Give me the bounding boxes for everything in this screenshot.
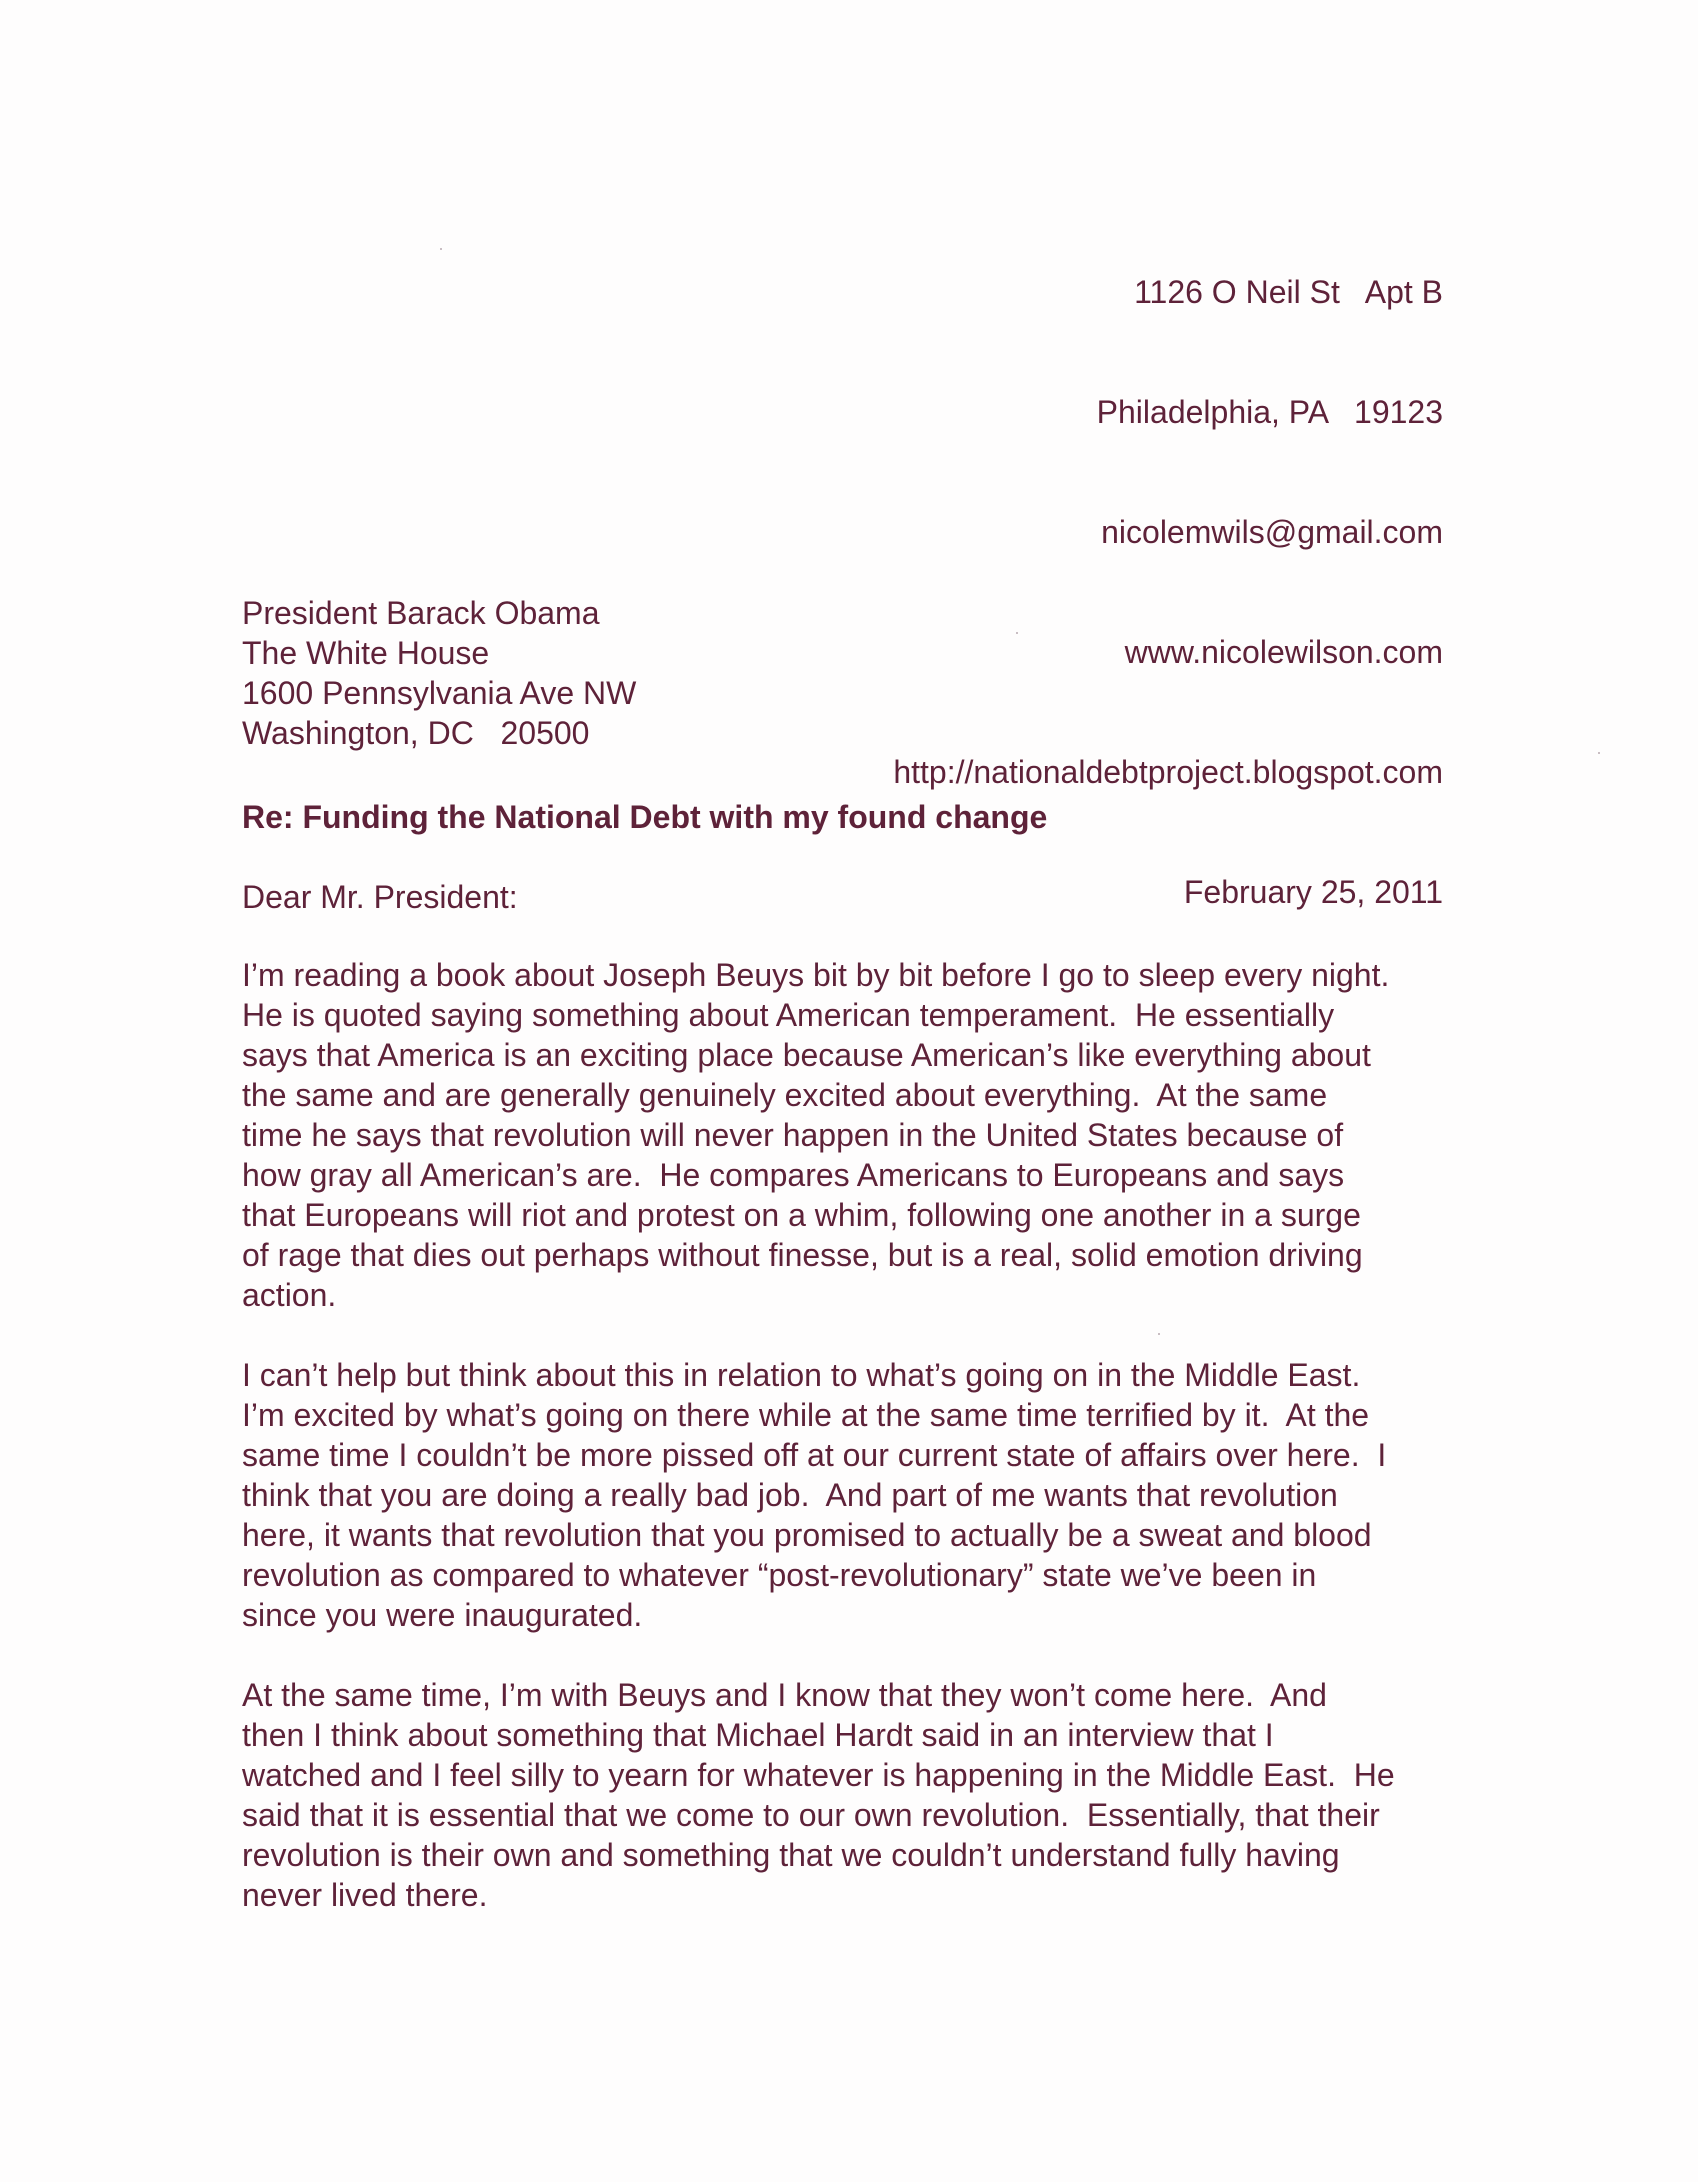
paragraph-line: He is quoted saying something about American temperament. He essentially xyxy=(242,997,1335,1033)
paragraph-line: then I think about something that Michael Hardt said in an interview that I xyxy=(242,1717,1274,1753)
paragraph-line: since you were inaugurated. xyxy=(242,1597,643,1633)
sender-email: nicolemwils@gmail.com xyxy=(1101,514,1443,550)
sender-blog: http://nationaldebtproject.blogspot.com xyxy=(893,754,1443,790)
paragraph-line: I’m reading a book about Joseph Beuys bit by bit before I go to sleep every night. xyxy=(242,957,1390,993)
recipient-organization: The White House xyxy=(242,635,490,671)
scan-speck xyxy=(440,248,442,250)
paragraph-line: never lived there. xyxy=(242,1877,488,1913)
body-paragraph-2 xyxy=(242,1355,1386,1635)
sender-address-block xyxy=(893,192,1443,992)
paragraph-line: says that America is an exciting place because American’s like everything about xyxy=(242,1037,1371,1073)
recipient-city-state-zip: Washington, DC 20500 xyxy=(242,715,590,751)
scan-speck xyxy=(1016,632,1018,634)
body-paragraph-3 xyxy=(242,1675,1395,1915)
paragraph-line: said that it is essential that we come to our own revolution. Essentially, that their xyxy=(242,1797,1380,1833)
sender-city-state-zip: Philadelphia, PA 19123 xyxy=(1096,394,1443,430)
paragraph-line: that Europeans will riot and protest on a whim, following one another in a surge xyxy=(242,1197,1361,1233)
paragraph-line: think that you are doing a really bad job. And part of me wants that revolution xyxy=(242,1477,1338,1513)
paragraph-line: the same and are generally genuinely excited about everything. At the same xyxy=(242,1077,1328,1113)
paragraph-line: same time I couldn’t be more pissed off at our current state of affairs over here. I xyxy=(242,1437,1387,1473)
sender-website: www.nicolewilson.com xyxy=(1124,634,1443,670)
paragraph-line: revolution is their own and something that we couldn’t understand fully having xyxy=(242,1837,1340,1873)
recipient-address-block xyxy=(242,593,636,753)
paragraph-line: At the same time, I’m with Beuys and I know that they won’t come here. And xyxy=(242,1677,1327,1713)
paragraph-line: how gray all American’s are. He compares Americans to Europeans and says xyxy=(242,1157,1345,1193)
subject-line: Re: Funding the National Debt with my found change xyxy=(242,799,1048,835)
salutation: Dear Mr. President: xyxy=(242,879,518,915)
paragraph-line: I can’t help but think about this in relation to what’s going on in the Middle East. xyxy=(242,1357,1361,1393)
sender-street: 1126 O Neil St Apt B xyxy=(1134,274,1443,310)
letter-date: February 25, 2011 xyxy=(1183,874,1443,910)
paragraph-line: action. xyxy=(242,1277,337,1313)
recipient-name: President Barack Obama xyxy=(242,595,600,631)
scan-speck xyxy=(1598,752,1600,754)
paragraph-line: I’m excited by what’s going on there while at the same time terrified by it. At the xyxy=(242,1397,1370,1433)
paragraph-line: revolution as compared to whatever “post-revolutionary” state we’ve been in xyxy=(242,1557,1317,1593)
paragraph-line: of rage that dies out perhaps without finesse, but is a real, solid emotion driving xyxy=(242,1237,1363,1273)
body-paragraph-1 xyxy=(242,955,1389,1315)
recipient-street: 1600 Pennsylvania Ave NW xyxy=(242,675,637,711)
scan-speck xyxy=(1158,1333,1160,1335)
paragraph-line: watched and I feel silly to yearn for whatever is happening in the Middle East. He xyxy=(242,1757,1395,1793)
paragraph-line: time he says that revolution will never happen in the United States because of xyxy=(242,1117,1344,1153)
paragraph-line: here, it wants that revolution that you promised to actually be a sweat and blood xyxy=(242,1517,1372,1553)
